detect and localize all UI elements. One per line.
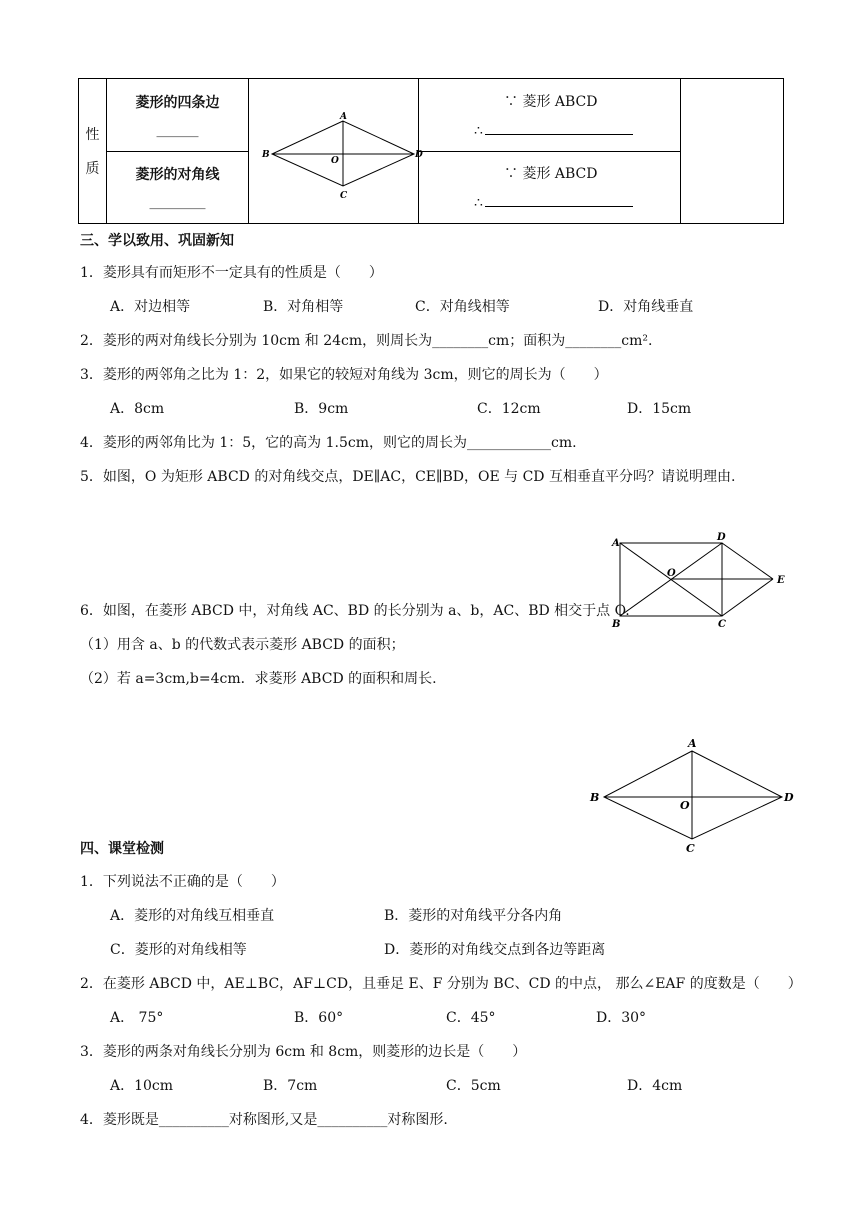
- side-label-1: 性: [85, 127, 100, 143]
- section3-heading: 三、学以致用、巩固新知: [80, 233, 234, 249]
- row2-proof-cell: [419, 151, 681, 224]
- s3-q6-part1: （1）用含 a、b 的代数式表示菱形 ABCD 的面积；: [80, 637, 405, 653]
- s4-q2-opt-b: B．60°: [294, 1010, 344, 1026]
- fig5-label-a: A: [612, 538, 620, 549]
- row1-proof-cell: [419, 79, 681, 152]
- fig6-label-c: C: [686, 842, 695, 855]
- s3-q1-opt-d: D．对角线垂直: [598, 299, 694, 315]
- s4-q1: 1．下列说法不正确的是（ ）: [80, 874, 285, 890]
- s4-q3-opt-c: C．5cm: [446, 1078, 501, 1094]
- s4-q3: 3．菱形的两条对角线长分别为 6cm 和 8cm，则菱形的边长是（ ）: [80, 1044, 527, 1060]
- label-a: A: [340, 112, 347, 122]
- s3-q3-opt-c: C．12cm: [477, 401, 541, 417]
- fig6-label-o: O: [680, 799, 690, 812]
- fig5-label-b: B: [612, 619, 621, 630]
- s3-q3-opt-b: B．9cm: [294, 401, 349, 417]
- row2-because: ∵ 菱形 ABCD: [504, 166, 598, 183]
- row1-answer-line: [485, 134, 633, 135]
- s4-q2: 2．在菱形 ABCD 中，AE⊥BC，AF⊥CD，且垂足 E、F 分别为 BC、CD 的中点， 那么∠EAF 的度数是（ ）: [80, 976, 802, 992]
- row1-title: 菱形的四条边: [135, 94, 220, 111]
- s3-q6: 6．如图，在菱形 ABCD 中，对角线 AC、BD 的长分别为 a、b，AC、BD 相交于点 O.: [80, 603, 630, 619]
- s4-q1-opt-c: C．菱形的对角线相等: [110, 942, 247, 958]
- fig5-label-d: D: [717, 532, 726, 543]
- s3-q1-opt-a: A．对边相等: [110, 299, 191, 315]
- fig6-label-a: A: [688, 737, 697, 750]
- s3-q3: 3．菱形的两邻角之比为 1：2，如果它的较短对角线为 3cm，则它的周长为（ ）: [80, 367, 608, 383]
- section4-heading: 四、课堂检测: [80, 841, 164, 857]
- s3-q4: 4．菱形的两邻角比为 1：5，它的高为 1.5cm，则它的周长为____________cm.: [80, 435, 577, 451]
- fig6-label-d: D: [784, 791, 794, 804]
- row1-because: ∵ 菱形 ABCD: [504, 93, 598, 110]
- row2-answer-line: [485, 206, 633, 207]
- fig5-label-e: E: [777, 575, 785, 586]
- fig5-label-o: O: [667, 568, 676, 579]
- row1-therefore: ∴: [474, 122, 483, 139]
- s4-q1-opt-d: D．菱形的对角线交点到各边等距离: [384, 942, 606, 958]
- s4-q3-opt-a: A．10cm: [110, 1078, 174, 1094]
- row2-title-cell: [107, 151, 249, 224]
- fig5-label-c: C: [718, 619, 726, 630]
- diagram-cell: [249, 79, 423, 224]
- row1-blank: ______: [156, 121, 199, 138]
- row2-title: 菱形的对角线: [135, 167, 220, 184]
- s4-q1-opt-b: B．菱形的对角线平分各内角: [384, 908, 563, 924]
- s4-q3-opt-d: D．4cm: [627, 1078, 683, 1094]
- s4-q1-opt-a: A．菱形的对角线互相垂直: [110, 908, 275, 924]
- s4-q2-opt-c: C．45°: [446, 1010, 496, 1026]
- s3-q1-opt-c: C．对角线相等: [415, 299, 510, 315]
- side-label-2: 质: [85, 161, 100, 177]
- rhombus-diagram-small: [249, 79, 423, 219]
- s4-q2-opt-d: D．30°: [596, 1010, 647, 1026]
- label-d: D: [415, 150, 423, 160]
- rhombus-figure: [580, 735, 800, 855]
- s3-q5: 5．如图，O 为矩形 ABCD 的对角线交点，DE∥AC，CE∥BD，OE 与 CD 互相垂直平分吗？请说明理由.: [80, 469, 736, 485]
- row2-therefore: ∴: [474, 195, 483, 212]
- s4-q3-opt-b: B．7cm: [263, 1078, 318, 1094]
- s3-q3-opt-d: D．15cm: [627, 401, 692, 417]
- row2-blank: ________: [149, 194, 206, 211]
- label-b: B: [262, 150, 270, 160]
- s3-q3-opt-a: A．8cm: [110, 401, 165, 417]
- properties-table: [78, 78, 784, 224]
- s3-q1: 1．菱形具有而矩形不一定具有的性质是（ ）: [80, 265, 383, 281]
- s3-q2: 2．菱形的两对角线长分别为 10cm 和 24cm，则周长为________cm；面积为________cm².: [80, 333, 653, 349]
- s4-q2-opt-a: A． 75°: [110, 1010, 164, 1026]
- s3-q6-part2: （2）若 a=3cm,b=4cm．求菱形 ABCD 的面积和周长.: [80, 671, 437, 687]
- rectangle-figure: [600, 530, 800, 630]
- blank-cell: [681, 79, 784, 224]
- s4-q4: 4．菱形既是__________对称图形,又是__________对称图形.: [80, 1112, 448, 1128]
- fig6-label-b: B: [590, 791, 600, 804]
- row1-title-cell: [107, 79, 249, 152]
- label-o: O: [331, 156, 339, 166]
- label-c: C: [340, 191, 348, 201]
- s3-q1-opt-b: B．对角相等: [263, 299, 344, 315]
- side-label-cell: [79, 79, 107, 224]
